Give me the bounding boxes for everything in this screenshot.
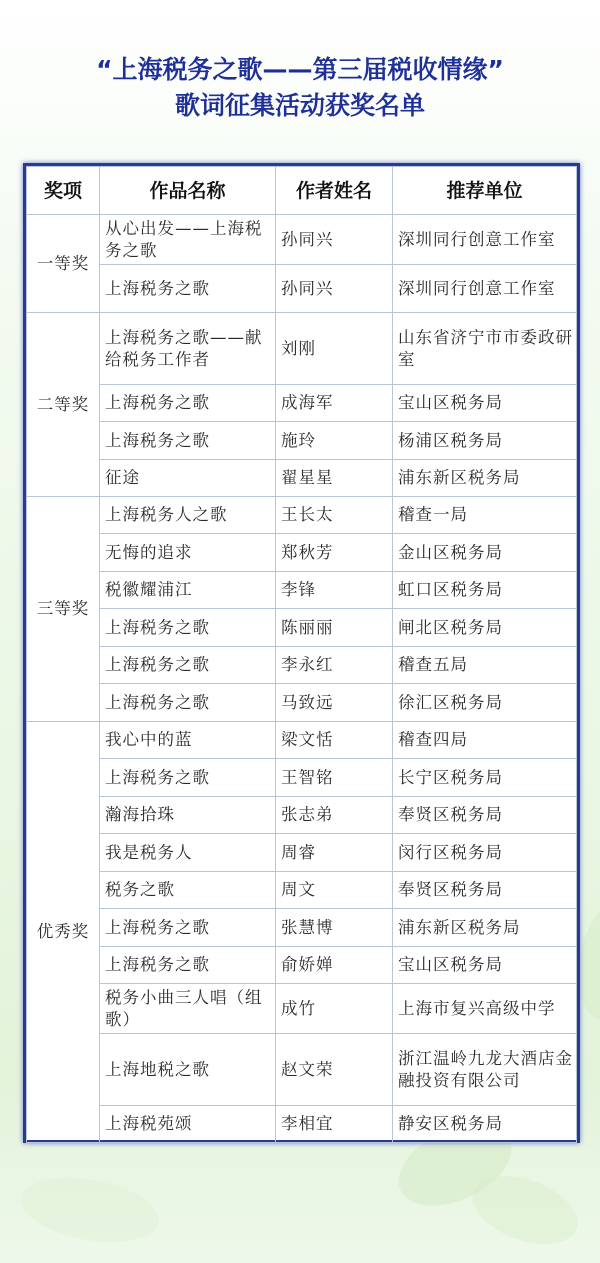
award-table xyxy=(26,166,577,1143)
author-cell: 赵文荣 xyxy=(276,1034,393,1106)
table-row xyxy=(27,797,577,834)
title-line-1: “上海税务之歌——第三届税收情缘” xyxy=(96,55,504,84)
table-row xyxy=(27,534,577,572)
page-title xyxy=(0,52,600,124)
author-cell: 张慧博 xyxy=(276,909,393,947)
table-row xyxy=(27,984,577,1034)
work-cell: 我心中的蓝 xyxy=(100,722,276,759)
table-header-row xyxy=(27,167,577,215)
unit-cell: 闵行区税务局 xyxy=(393,834,577,872)
table-row xyxy=(27,684,577,722)
title-line-2: 歌词征集活动获奖名单 xyxy=(174,91,425,120)
author-cell: 李相宜 xyxy=(276,1106,393,1143)
table-row xyxy=(27,215,577,265)
work-cell: 税徽耀浦江 xyxy=(100,572,276,609)
work-cell: 上海税务人之歌 xyxy=(100,497,276,534)
table-row xyxy=(27,572,577,609)
unit-cell: 稽查五局 xyxy=(393,647,577,684)
table-row xyxy=(27,759,577,797)
work-cell: 从心出发——上海税务之歌 xyxy=(100,215,276,265)
author-cell: 施玲 xyxy=(276,422,393,460)
header-award: 奖项 xyxy=(27,167,100,215)
table-row xyxy=(27,460,577,497)
author-cell: 成海军 xyxy=(276,385,393,422)
award-cell: 三等奖 xyxy=(27,497,100,722)
author-cell: 周睿 xyxy=(276,834,393,872)
unit-cell: 静安区税务局 xyxy=(393,1106,577,1143)
unit-cell: 徐汇区税务局 xyxy=(393,684,577,722)
work-cell: 上海税务之歌 xyxy=(100,909,276,947)
table-row xyxy=(27,647,577,684)
unit-cell: 金山区税务局 xyxy=(393,534,577,572)
unit-cell: 杨浦区税务局 xyxy=(393,422,577,460)
background-leaf-decoration xyxy=(16,1168,164,1251)
table-row xyxy=(27,497,577,534)
work-cell: 征途 xyxy=(100,460,276,497)
unit-cell: 虹口区税务局 xyxy=(393,572,577,609)
unit-cell: 深圳同行创意工作室 xyxy=(393,215,577,265)
work-cell: 上海税务之歌 xyxy=(100,684,276,722)
author-cell: 俞娇婵 xyxy=(276,947,393,984)
header-work: 作品名称 xyxy=(100,167,276,215)
work-cell: 上海税务之歌 xyxy=(100,609,276,647)
unit-cell: 稽查一局 xyxy=(393,497,577,534)
award-table-frame xyxy=(23,163,580,1143)
table-row xyxy=(27,422,577,460)
table-row xyxy=(27,909,577,947)
work-cell: 无悔的追求 xyxy=(100,534,276,572)
header-unit: 推荐单位 xyxy=(393,167,577,215)
work-cell: 我是税务人 xyxy=(100,834,276,872)
work-cell: 上海税务之歌——献给税务工作者 xyxy=(100,313,276,385)
table-row xyxy=(27,872,577,909)
work-cell: 上海税务之歌 xyxy=(100,647,276,684)
unit-cell: 浦东新区税务局 xyxy=(393,909,577,947)
unit-cell: 山东省济宁市市委政研室 xyxy=(393,313,577,385)
work-cell: 上海税苑颂 xyxy=(100,1106,276,1143)
unit-cell: 稽查四局 xyxy=(393,722,577,759)
unit-cell: 宝山区税务局 xyxy=(393,947,577,984)
work-cell: 税务之歌 xyxy=(100,872,276,909)
author-cell: 陈丽丽 xyxy=(276,609,393,647)
work-cell: 上海税务之歌 xyxy=(100,422,276,460)
author-cell: 周文 xyxy=(276,872,393,909)
table-row xyxy=(27,834,577,872)
author-cell: 张志弟 xyxy=(276,797,393,834)
unit-cell: 深圳同行创意工作室 xyxy=(393,265,577,313)
work-cell: 上海税务之歌 xyxy=(100,759,276,797)
table-row xyxy=(27,313,577,385)
author-cell: 成竹 xyxy=(276,984,393,1034)
unit-cell: 长宁区税务局 xyxy=(393,759,577,797)
table-row xyxy=(27,1106,577,1143)
author-cell: 孙同兴 xyxy=(276,215,393,265)
work-cell: 上海税务之歌 xyxy=(100,947,276,984)
work-cell: 上海税务之歌 xyxy=(100,385,276,422)
work-cell: 税务小曲三人唱（组歌） xyxy=(100,984,276,1034)
unit-cell: 浙江温岭九龙大酒店金融投资有限公司 xyxy=(393,1034,577,1106)
work-cell: 瀚海拾珠 xyxy=(100,797,276,834)
author-cell: 李锋 xyxy=(276,572,393,609)
author-cell: 刘刚 xyxy=(276,313,393,385)
header-author: 作者姓名 xyxy=(276,167,393,215)
author-cell: 马致远 xyxy=(276,684,393,722)
work-cell: 上海税务之歌 xyxy=(100,265,276,313)
unit-cell: 浦东新区税务局 xyxy=(393,460,577,497)
table-row xyxy=(27,722,577,759)
unit-cell: 奉贤区税务局 xyxy=(393,872,577,909)
unit-cell: 闸北区税务局 xyxy=(393,609,577,647)
author-cell: 郑秋芳 xyxy=(276,534,393,572)
author-cell: 翟星星 xyxy=(276,460,393,497)
unit-cell: 宝山区税务局 xyxy=(393,385,577,422)
award-cell: 一等奖 xyxy=(27,215,100,313)
author-cell: 李永红 xyxy=(276,647,393,684)
work-cell: 上海地税之歌 xyxy=(100,1034,276,1106)
author-cell: 王长太 xyxy=(276,497,393,534)
award-cell: 优秀奖 xyxy=(27,722,100,1143)
unit-cell: 奉贤区税务局 xyxy=(393,797,577,834)
table-row xyxy=(27,265,577,313)
table-row xyxy=(27,609,577,647)
author-cell: 孙同兴 xyxy=(276,265,393,313)
award-cell: 二等奖 xyxy=(27,313,100,497)
author-cell: 王智铭 xyxy=(276,759,393,797)
table-row xyxy=(27,947,577,984)
unit-cell: 上海市复兴高级中学 xyxy=(393,984,577,1034)
table-row xyxy=(27,1034,577,1106)
author-cell: 梁文恬 xyxy=(276,722,393,759)
table-row xyxy=(27,385,577,422)
